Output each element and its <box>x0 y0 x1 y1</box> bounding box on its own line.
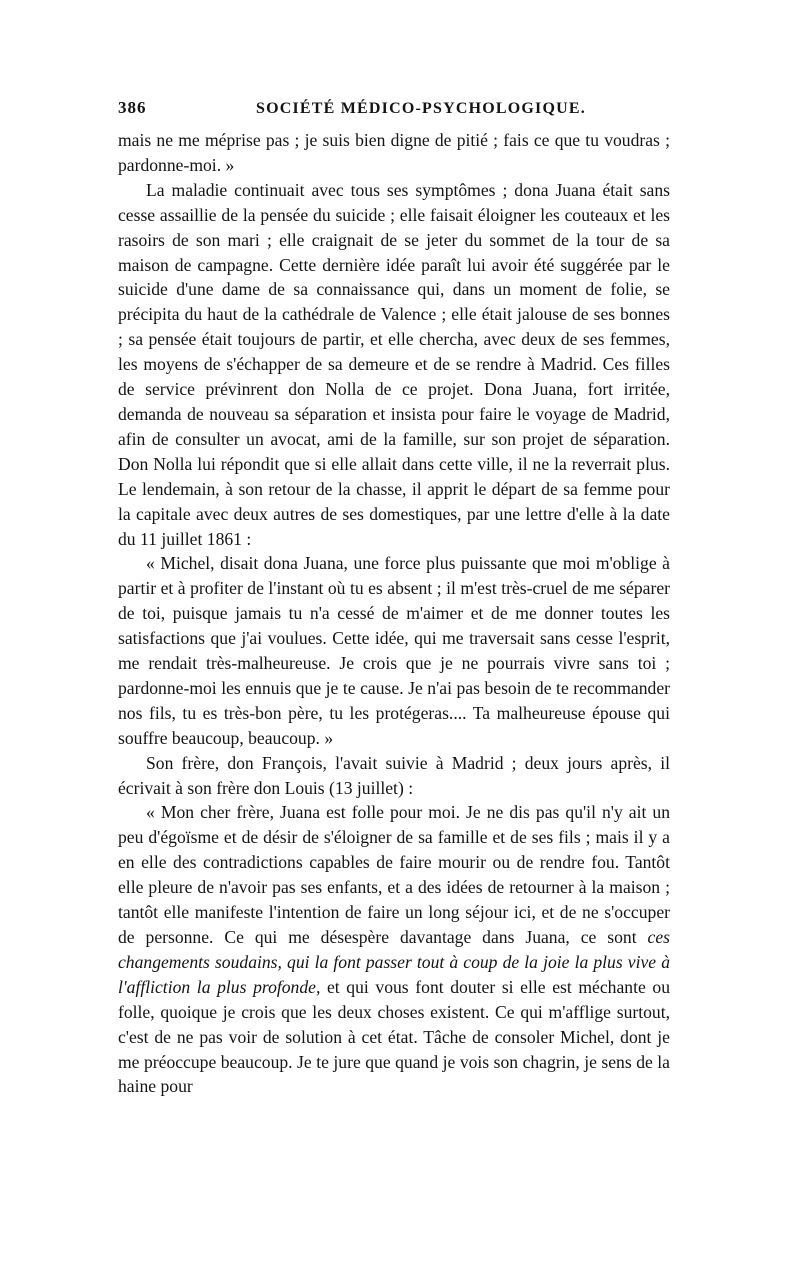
paragraph-5-letter-francois <box>118 800 670 1099</box>
paragraph-1: mais ne me méprise pas ; je suis bien digne de pitié ; fais ce que tu voudras ; pardonne-moi. » <box>118 130 670 175</box>
paragraph-2: La maladie continuait avec tous ses symptômes ; dona Juana était sans cesse assaillie de la pensée du suicide ; elle faisait éloigner les couteaux et les rasoirs de son mari ; elle craignait de se jeter du sommet de la tour de sa maison de campagne. Cette dernière idée paraît lui avoir été suggérée par le suicide d'une dame de sa connaissance qui, dans un moment de folie, se précipita du haut de la cathédrale de Valence ; elle était jalouse de ses bonnes ; sa pensée était toujours de partir, et elle chercha, avec deux de ses femmes, les moyens de s'échapper de sa demeure et de se rendre à Madrid. Ces filles de service prévinrent don Nolla de ce projet. Dona Juana, fort irritée, demanda de nouveau sa séparation et insista pour faire le voyage de Madrid, afin de consulter un avocat, ami de la famille, sur son projet de séparation. Don Nolla lui répondit que si elle allait dans cette ville, il ne la reverrait plus. Le lendemain, à son retour de la chasse, il apprit le départ de sa femme pour la capitale avec deux autres de ses domestiques, par une lettre d'elle à la date du 11 juillet 1861 : <box>118 179 670 549</box>
running-title: SOCIÉTÉ MÉDICO-PSYCHOLOGIQUE. <box>256 100 586 117</box>
body-text <box>118 128 670 1099</box>
paragraph-5-text-start: « Mon cher frère, Juana est folle pour moi. Je ne dis pas qu'il n'y ait un peu d'égoïsme et de désir de s'éloigner de sa famille et de ses fils ; mais il y a en elle des contradictions capables de faire mourir ou de rendre fou. Tantôt elle pleure de n'avoir pas ses enfants, et a des idées de retourner à la maison ; tantôt elle manifeste l'intention de faire un long séjour ici, et de ne s'occuper de personne. Ce qui me désespère davantage dans Juana, ce sont <box>118 802 670 947</box>
paragraph-5-italic-passage: ces changements soudains, qui la font passer tout à coup de la joie la plus vive à l'affliction la plus profonde, <box>118 927 670 997</box>
paragraph-4: Son frère, don François, l'avait suivie à Madrid ; deux jours après, il écrivait à son frère don Louis (13 juillet) : <box>118 752 670 798</box>
page <box>118 98 670 1099</box>
paragraph-5-text-end: et qui vous font douter si elle est méchante ou folle, quoique je crois que les deux choses existent. Ce qui m'afflige surtout, c'est de ne pas voir de solution à cet état. Tâche de consoler Michel, dont je me préoccupe beaucoup. Je te jure que quand je vois son chagrin, je sens de la haine pour <box>118 976 671 1097</box>
page-header <box>118 98 670 128</box>
paragraph-3-letter-michel: « Michel, disait dona Juana, une force plus puissante que moi m'oblige à partir et à profiter de l'instant où tu es absent ; il m'est très-cruel de me séparer de toi, puisque jamais tu n'a cessé de m'aimer et de me donner toutes les satisfactions que j'ai voulues. Cette idée, qui me traversait sans cesse l'esprit, me rendait très-malheureuse. Je crois que je ne pourrais vivre sans toi ; pardonne-moi les ennuis que je te cause. Je n'ai pas besoin de te recommander nos fils, tu es très-bon père, tu les protégeras.... Ta malheureuse épouse qui souffre beaucoup, beaucoup. » <box>118 553 670 748</box>
page-number: 386 <box>118 98 147 117</box>
